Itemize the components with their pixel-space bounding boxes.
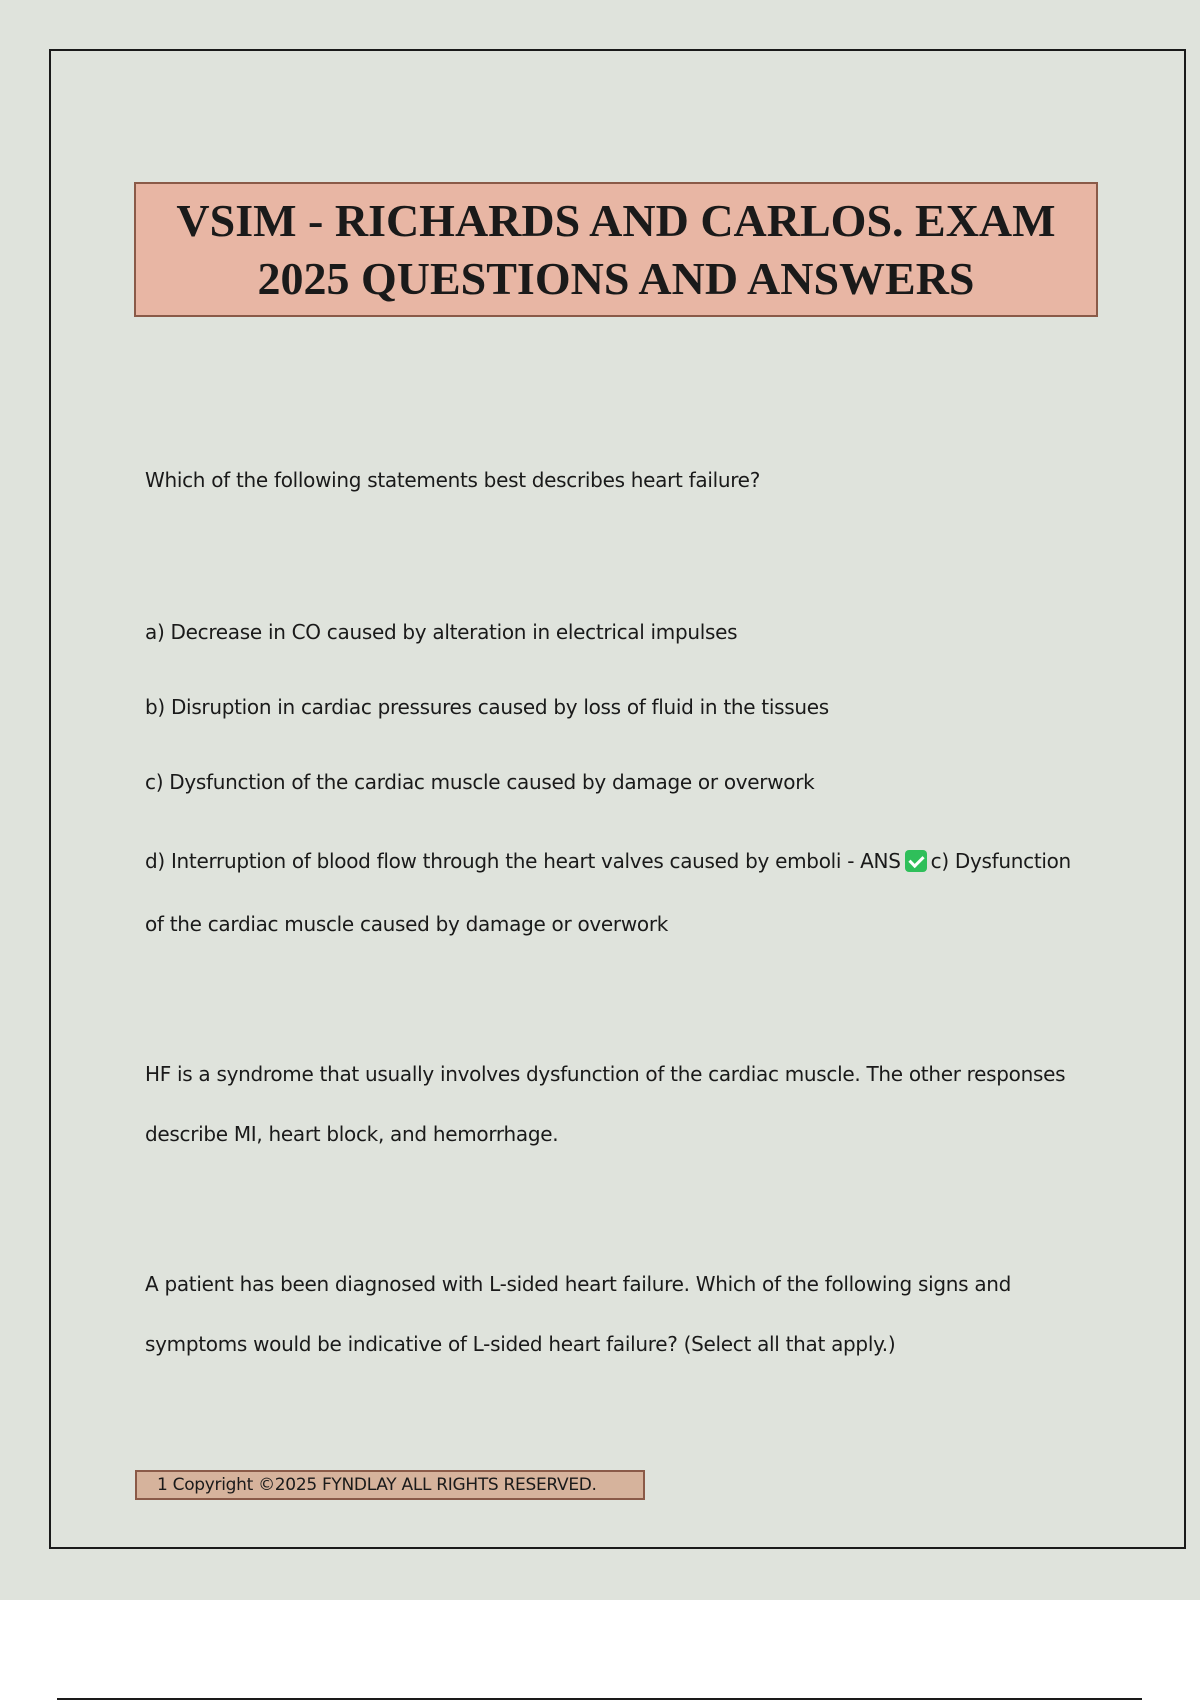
question-1-option-c: c) Dysfunction of the cardiac muscle caused by damage or overwork	[145, 770, 815, 794]
question-1-stem: Which of the following statements best describes heart failure?	[145, 468, 761, 492]
question-1-option-b: b) Disruption in cardiac pressures caused by loss of fluid in the tissues	[145, 695, 829, 719]
question-2-stem-line-1: A patient has been diagnosed with L-sided heart failure. Which of the following signs and	[145, 1272, 1012, 1296]
question-1-answer-start: c) Dysfunction	[930, 849, 1071, 873]
copyright-footer: 1 Copyright ©2025 FYNDLAY ALL RIGHTS RESERVED.	[135, 1470, 645, 1500]
title-line-2: 2025 QUESTIONS AND ANSWERS	[257, 252, 975, 304]
question-1-rationale-line-1: HF is a syndrome that usually involves dysfunction of the cardiac muscle. The other responses	[145, 1062, 1066, 1086]
question-1-option-a: a) Decrease in CO caused by alteration in electrical impulses	[145, 620, 738, 644]
question-2-stem-line-2: symptoms would be indicative of L-sided heart failure? (Select all that apply.)	[145, 1332, 896, 1356]
document-title	[134, 182, 1098, 317]
title-line-1: VSIM - RICHARDS AND CARLOS. EXAM	[176, 194, 1056, 246]
question-1-option-d: d) Interruption of blood flow through the heart valves caused by emboli - ANS	[145, 849, 901, 873]
question-1-answer-continued: of the cardiac muscle caused by damage or overwork	[145, 912, 669, 936]
check-mark-icon	[905, 850, 927, 872]
question-1-rationale-line-2: describe MI, heart block, and hemorrhage.	[145, 1122, 559, 1146]
question-1-option-d-line	[145, 849, 1071, 873]
